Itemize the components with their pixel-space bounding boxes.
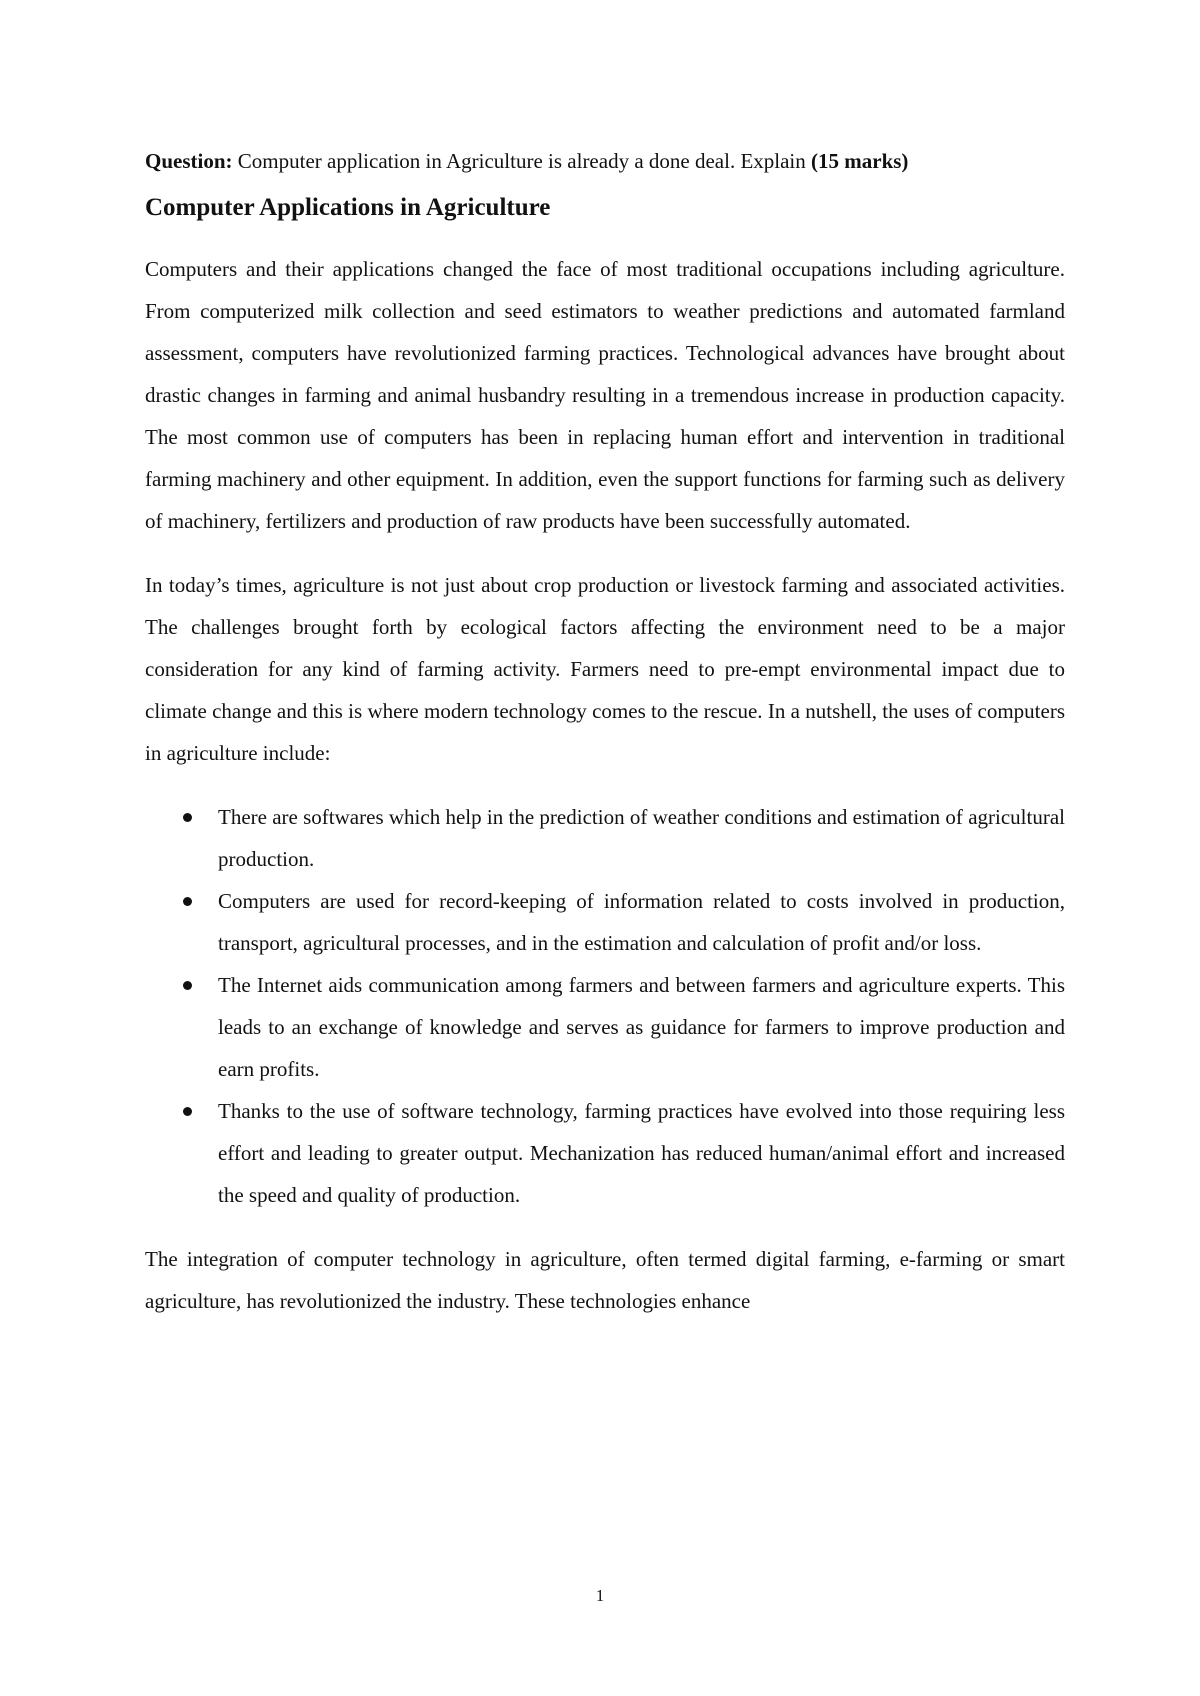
paragraph-intro: Computers and their applications changed the face of most traditional occupations including agriculture. From computerized milk collection and seed estimators to weather predictions and automated farmland assessment, computers have revolutionized farming practices. Technological advances have brought about drastic changes in farming and animal husbandry resulting in a tremendous increase in production capacity. The most common use of computers has been in replacing human effort and intervention in traditional farming machinery and other equipment. In addition, even the support functions for farming such as delivery of machinery, fertilizers and production of raw products have been successfully automated. [145, 257, 1065, 533]
bullet-item-record-keeping [145, 880, 1065, 964]
bullet-icon [183, 1107, 192, 1116]
bullet-item-internet [145, 964, 1065, 1090]
question-text: Computer application in Agriculture is already a done deal. Explain [232, 149, 812, 173]
section-heading: Computer Applications in Agriculture [145, 194, 551, 221]
bullet-text: Computers are used for record-keeping of information related to costs involved in production, transport, agricultural processes, and in the estimation and calculation of profit and/or loss. [218, 889, 1065, 955]
bullet-text: There are softwares which help in the prediction of weather conditions and estimation of agricultural production. [218, 805, 1065, 871]
bullet-text: The Internet aids communication among farmers and between farmers and agriculture experts. This leads to an exchange of knowledge and serves as guidance for farmers to improve production and earn profits. [218, 973, 1065, 1081]
bullet-icon [183, 897, 192, 906]
uses-bullet-list [145, 796, 1065, 1216]
bullet-text: Thanks to the use of software technology, farming practices have evolved into those requiring less effort and leading to greater output. Mechanization has reduced human/animal effort and increased the speed and quality of production. [218, 1099, 1065, 1207]
question-marks: (15 marks) [811, 149, 909, 173]
bullet-icon [183, 813, 192, 822]
bullet-icon [183, 981, 192, 990]
page-content [145, 140, 1065, 1344]
page-number: 1 [595, 1586, 605, 1605]
bullet-item-weather [145, 796, 1065, 880]
paragraph-todays-times: In today’s times, agriculture is not just about crop production or livestock farming and associated activities. The challenges brought forth by ecological factors affecting the environment need to be a major consideration for any kind of farming activity. Farmers need to pre-empt environmental impact due to climate change and this is where modern technology comes to the rescue. In a nutshell, the uses of computers in agriculture include: [145, 573, 1065, 765]
question-label: Question: [145, 149, 233, 173]
question-line [145, 140, 1065, 182]
bullet-item-software-technology [145, 1090, 1065, 1216]
paragraph-closing: The integration of computer technology in agriculture, often termed digital farming, e-farming or smart agriculture, has revolutionized the industry. These technologies enhance [145, 1247, 1065, 1313]
